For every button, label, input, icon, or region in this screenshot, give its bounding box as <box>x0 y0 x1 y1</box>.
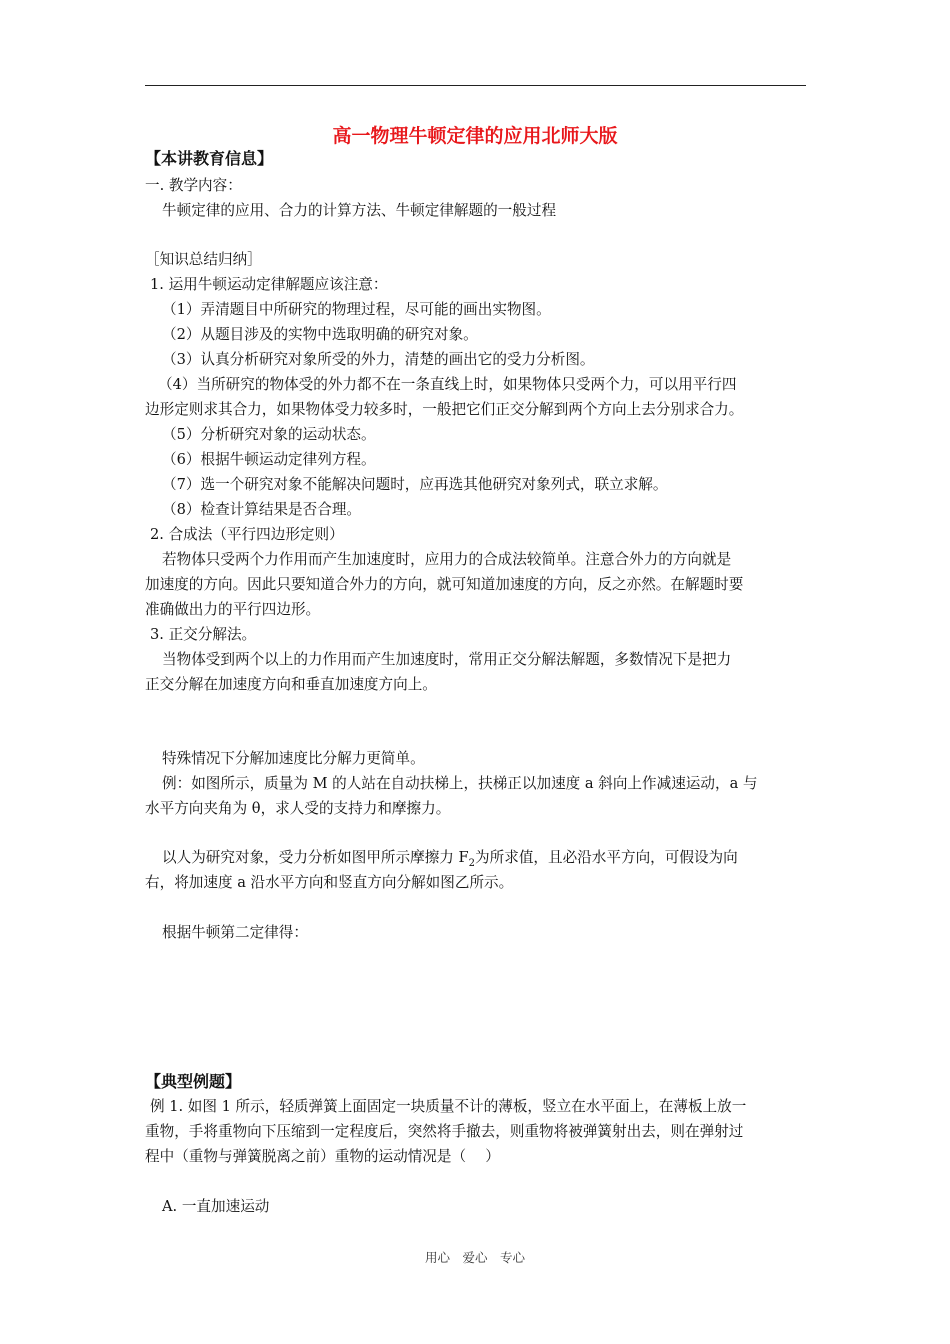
point3-line: 当物体受到两个以上的力作用而产生加速度时，常用正交分解法解题，多数情况下是把力 <box>162 651 732 668</box>
example-line: 例：如图所示，质量为 M 的人站在自动扶梯上，扶梯正以加速度 a 斜向上作减速运动，a 与 <box>162 775 758 792</box>
point1-item: （6）根据牛顿运动定律列方程。 <box>162 451 376 468</box>
section-heading-examples: 【典型例题】 <box>145 1072 242 1091</box>
point1-item: （7）选一个研究对象不能解决问题时，应再选其他研究对象列式，联立求解。 <box>162 476 668 493</box>
summary-label: ［知识总结归纳］ <box>145 251 262 268</box>
content-text: 牛顿定律的应用、合力的计算方法、牛顿定律解题的一般过程 <box>162 202 557 219</box>
page-footer: 用心 爱心 专心 <box>424 1250 525 1265</box>
point1-item: （5）分析研究对象的运动状态。 <box>162 426 376 443</box>
point3-line: 正交分解在加速度方向和垂直加速度方向上。 <box>145 676 437 693</box>
point1-title: 1. 运用牛顿运动定律解题应该注意： <box>150 276 388 293</box>
example1-line: 例 1. 如图 1 所示，轻质弹簧上面固定一块质量不计的薄板，竖立在水平面上，在薄板上放一 <box>150 1098 747 1115</box>
section-heading-info: 【本讲教育信息】 <box>145 149 274 168</box>
point2-title: 2. 合成法（平行四边形定则） <box>150 526 344 543</box>
example1-line: 程中（重物与弹簧脱离之前）重物的运动情况是（ ） <box>145 1148 500 1165</box>
example1-line: 重物，手将重物向下压缩到一定程度后，突然将手撤去，则重物将被弹簧射出去，则在弹射过 <box>145 1123 744 1140</box>
analysis-line: 以人为研究对象，受力分析如图甲所示摩擦力 $F_2$为所求值，且必沿水平方向，可假设为向 <box>162 849 738 869</box>
content-label: 一. 教学内容： <box>145 177 242 194</box>
example-line: 水平方向夹角为 θ，求人受的支持力和摩擦力。 <box>145 800 451 817</box>
header-rule <box>145 85 806 86</box>
point1-item: （1）弄清题目中所研究的物理过程，尽可能的画出实物图。 <box>162 301 551 318</box>
point2-line: 加速度的方向。因此只要知道合外力的方向，就可知道加速度的方向，反之亦然。在解题时要 <box>145 576 744 593</box>
newton-second-law-line: 根据牛顿第二定律得： <box>162 924 308 941</box>
option-a: A. 一直加速运动 <box>162 1198 270 1215</box>
point3-title: 3. 正交分解法。 <box>150 626 257 643</box>
point1-item: （8）检查计算结果是否合理。 <box>162 501 362 518</box>
subscript: 2 <box>468 857 476 869</box>
point2-line: 准确做出力的平行四边形。 <box>145 601 321 618</box>
point1-item: （4）当所研究的物体受的外力都不在一条直线上时，如果物体只受两个力，可以用平行四 <box>158 376 737 393</box>
analysis-line: 右，将加速度 a 沿水平方向和竖直方向分解如图乙所示。 <box>145 874 514 891</box>
point1-item: （2）从题目涉及的实物中选取明确的研究对象。 <box>162 326 478 343</box>
point1-item: 边形定则求其合力，如果物体受力较多时，一般把它们正交分解到两个方向上去分别求合力。 <box>145 401 744 418</box>
point2-line: 若物体只受两个力作用而产生加速度时，应用力的合成法较简单。注意合外力的方向就是 <box>162 551 732 568</box>
special-case-line: 特殊情况下分解加速度比分解力更简单。 <box>162 750 425 767</box>
point1-item: （3）认真分析研究对象所受的外力，清楚的画出它的受力分析图。 <box>162 351 595 368</box>
document-title: 高一物理牛顿定律的应用北师大版 <box>332 125 618 147</box>
